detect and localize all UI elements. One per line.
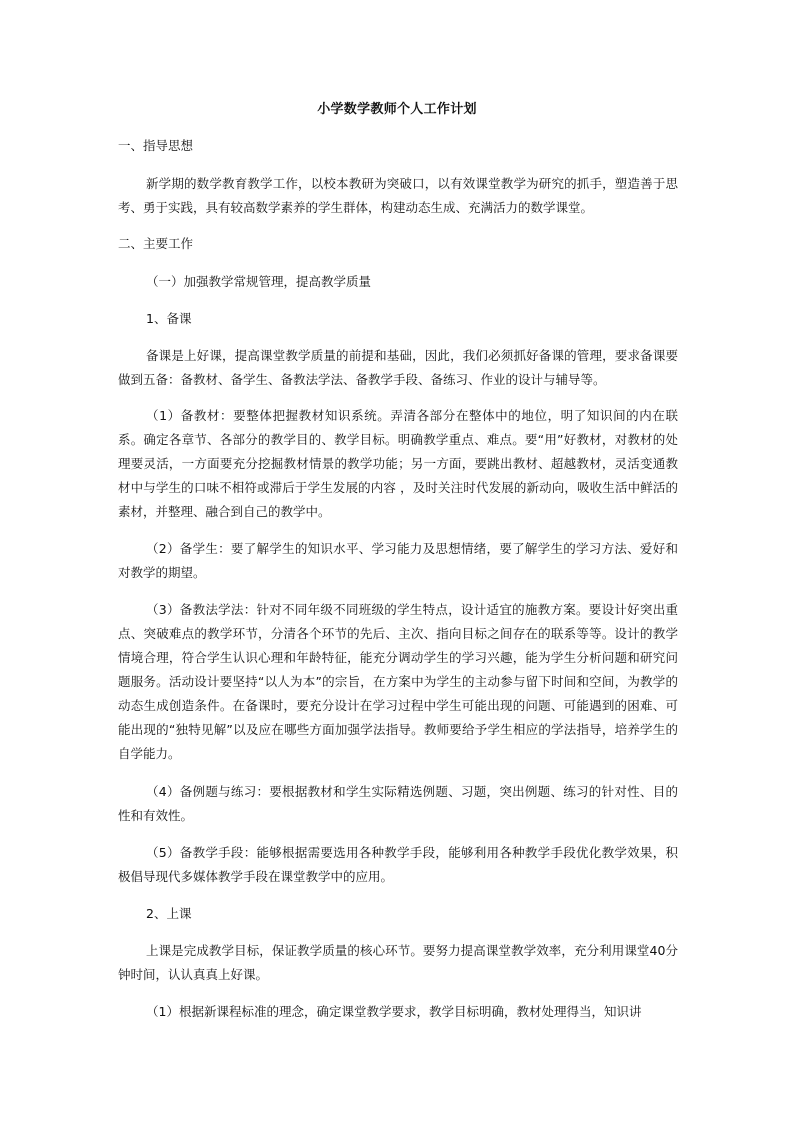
paragraph-lesson-prep: 备课是上好课，提高课堂教学质量的前提和基础，因此，我们必须抓好备课的管理，要求备课要做到五备：备教材、备学生、备教法学法、备教学手段、备练习、作业的设计与辅导等。 bbox=[118, 348, 678, 387]
subsection-heading-routine-management: （一）加强教学常规管理，提高教学质量 bbox=[146, 274, 372, 289]
section-heading-main-work: 二、主要工作 bbox=[118, 236, 194, 251]
paragraph-prep-textbook: （1）备教材：要整体把握教材知识系统。弄清各部分在整体中的地位，明了知识间的内在联系。确定各章节、各部分的教学目的、教学目标。明确教学重点、难点。要“用”好教材，对教材的处理要灵活，一方面要充分挖掘教材情景的教学功能；另一方面，要跳出教材、超越教材，灵活变通教材中与学生的口味不相符或滞后于学生发展的内容 ，及时关注时代发展的新动向，吸收生活中鲜活的素材，并整理、融合到自己的教学中。 bbox=[118, 408, 678, 519]
paragraph-class-requirements: （1）根据新课程标准的理念，确定课堂教学要求，教学目标明确，教材处理得当，知识讲 bbox=[146, 1004, 642, 1019]
paragraph-prep-students: （2）备学生：要了解学生的知识水平、学习能力及思想情绪，要了解学生的学习方法、爱好和对教学的期望。 bbox=[118, 541, 678, 580]
page-title: 小学数学教师个人工作计划 bbox=[317, 102, 477, 117]
paragraph-guiding-ideology: 新学期的数学教育教学工作，以校本教研为突破口，以有效课堂教学为研究的抓手，塑造善于思考、勇于实践，具有较高数学素养的学生群体，构建动态生成、充满活力的数学课堂。 bbox=[118, 176, 678, 215]
paragraph-prep-methods: （3）备教法学法：针对不同年级不同班级的学生特点，设计适宜的施教方案。要设计好突出重点、突破难点的教学环节，分清各个环节的先后、主次、指向目标之间存在的联系等等。设计的教学情境合理，符合学生认识心理和年龄特征，能充分调动学生的学习兴趣，能为学生分析问题和研究问题服务。活动设计要坚持“以人为本”的宗旨，在方案中为学生的主动参与留下时间和空间，为教学的动态生成创造条件。在备课时，要充分设计在学习过程中学生可能出现的问题、可能遇到的困难、可能出现的“独特见解”以及应在哪些方面加强学法指导。教师要给予学生相应的学法指导，培养学生的自学能力。 bbox=[118, 602, 678, 761]
paragraph-class: 上课是完成教学目标，保证教学质量的核心环节。要努力提高课堂教学效率，充分利用课堂40分钟时间，认认真真上好课。 bbox=[118, 943, 678, 982]
item-heading-lesson-prep: 1、备课 bbox=[146, 311, 192, 326]
paragraph-prep-examples: （4）备例题与练习：要根据教材和学生实际精选例题、习题，突出例题、练习的针对性、目的性和有效性。 bbox=[118, 784, 678, 823]
item-heading-class: 2、上课 bbox=[146, 906, 192, 921]
section-heading-guiding-ideology: 一、指导思想 bbox=[118, 138, 194, 153]
paragraph-prep-means: （5）备教学手段：能够根据需要选用各种教学手段，能够利用各种教学手段优化教学效果，积极倡导现代多媒体教学手段在课堂教学中的应用。 bbox=[118, 845, 678, 884]
